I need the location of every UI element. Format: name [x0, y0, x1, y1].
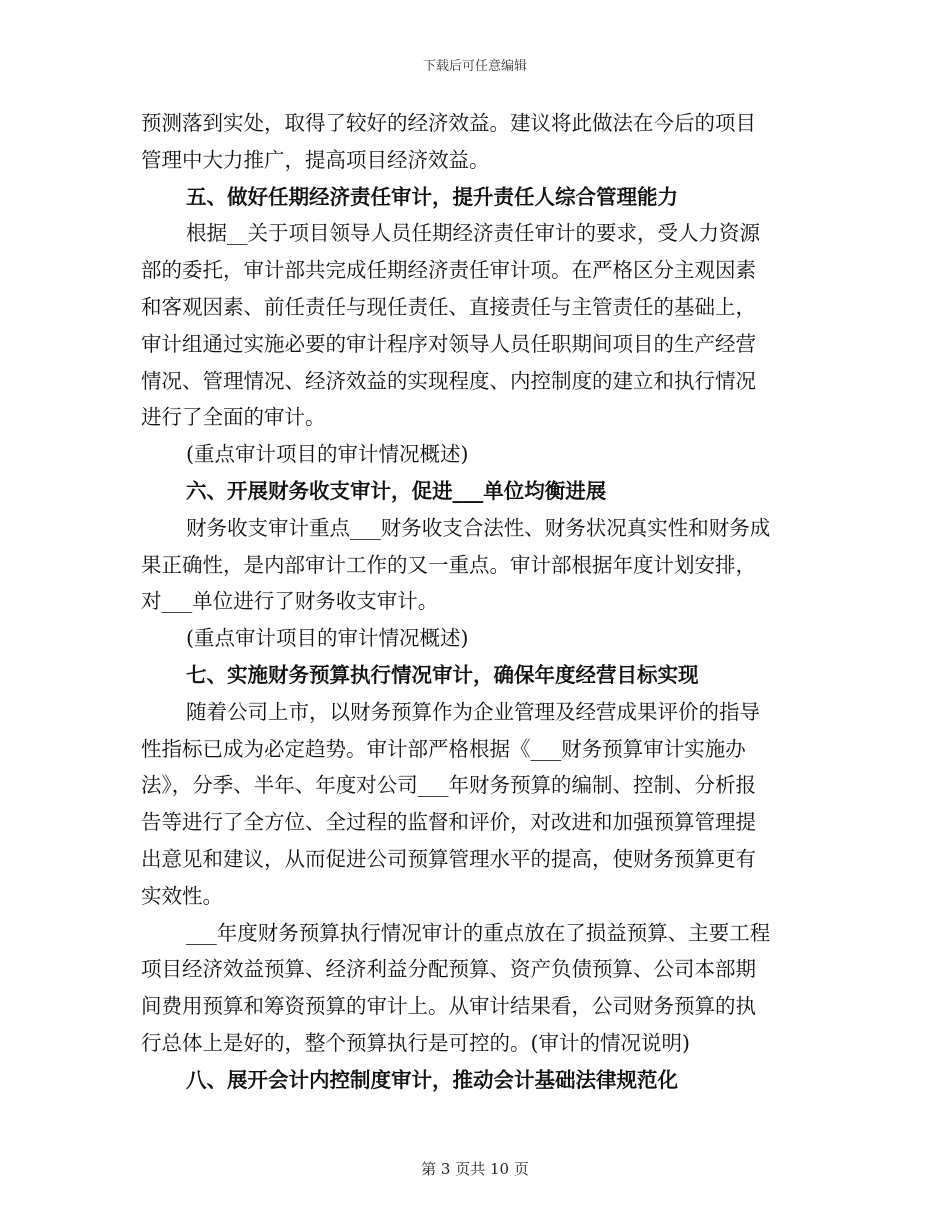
page-header: 下载后可任意编辑	[422, 59, 527, 74]
text-line: 法》，分季、半年、年度对公司___年财务预算的编制、控制、分析报	[141, 773, 756, 798]
text-line: 情况、管理情况、经济效益的实现程度、内控制度的建立和执行情况	[141, 368, 756, 393]
text-line: 实效性。	[141, 883, 223, 908]
text-line: (重点审计项目的审计情况概述)	[186, 626, 469, 651]
section-heading: 八、展开会计内控制度审计，推动会计基础法律规范化	[186, 1067, 678, 1092]
page-number: 第 3 页共 10 页	[421, 1160, 529, 1178]
text-line: 告等进行了全方位、全过程的监督和评价，对改进和加强预算管理提	[141, 810, 756, 835]
text-line: 随着公司上市，以财务预算作为企业管理及经营成果评价的指导	[186, 699, 760, 724]
text-line: 果正确性，是内部审计工作的又一重点。审计部根据年度计划安排，	[141, 552, 756, 577]
text-line: 根据__关于项目领导人员任期经济责任审计的要求，受人力资源	[186, 221, 760, 246]
section-heading: 六、开展财务收支审计，促进___单位均衡进展	[186, 478, 607, 503]
text-line: 行总体上是好的，整个预算执行是可控的。(审计的情况说明)	[141, 1030, 690, 1055]
text-line: 部的委托，审计部共完成任期经济责任审计项。在严格区分主观因素	[141, 258, 756, 283]
text-line: 和客观因素、前任责任与现任责任、直接责任与主管责任的基础上，	[141, 294, 756, 319]
text-line: 对___单位进行了财务收支审计。	[141, 589, 439, 614]
text-line: 项目经济效益预算、经济利益分配预算、资产负债预算、公司本部期	[141, 957, 756, 982]
text-line: 预测落到实处，取得了较好的经济效益。建议将此做法在今后的项目	[141, 111, 756, 135]
section-heading: 五、做好任期经济责任审计，提升责任人综合管理能力	[186, 184, 678, 209]
text-line: (重点审计项目的审计情况概述)	[186, 442, 469, 467]
text-line: 间费用预算和筹资预算的审计上。从审计结果看，公司财务预算的执	[141, 994, 756, 1019]
text-line: 出意见和建议，从而促进公司预算管理水平的提高，使财务预算更有	[141, 846, 756, 871]
section-heading: 七、实施财务预算执行情况审计，确保年度经营目标实现	[186, 662, 699, 687]
text-line: 进行了全面的审计。	[141, 405, 326, 430]
document-body	[141, 105, 809, 1099]
text-line: ___年度财务预算执行情况审计的重点放在了损益预算、主要工程	[186, 920, 771, 945]
text-line: 审计组通过实施必要的审计程序对领导人员任职期间项目的生产经营	[141, 331, 756, 356]
text-line: 财务收支审计重点___财务收支合法性、财务状况真实性和财务成	[186, 515, 771, 540]
text-line: 管理中大力推广，提高项目经济效益。	[141, 147, 490, 172]
text-line: 性指标已成为必定趋势。审计部严格根据《___财务预算审计实施办	[141, 736, 746, 761]
